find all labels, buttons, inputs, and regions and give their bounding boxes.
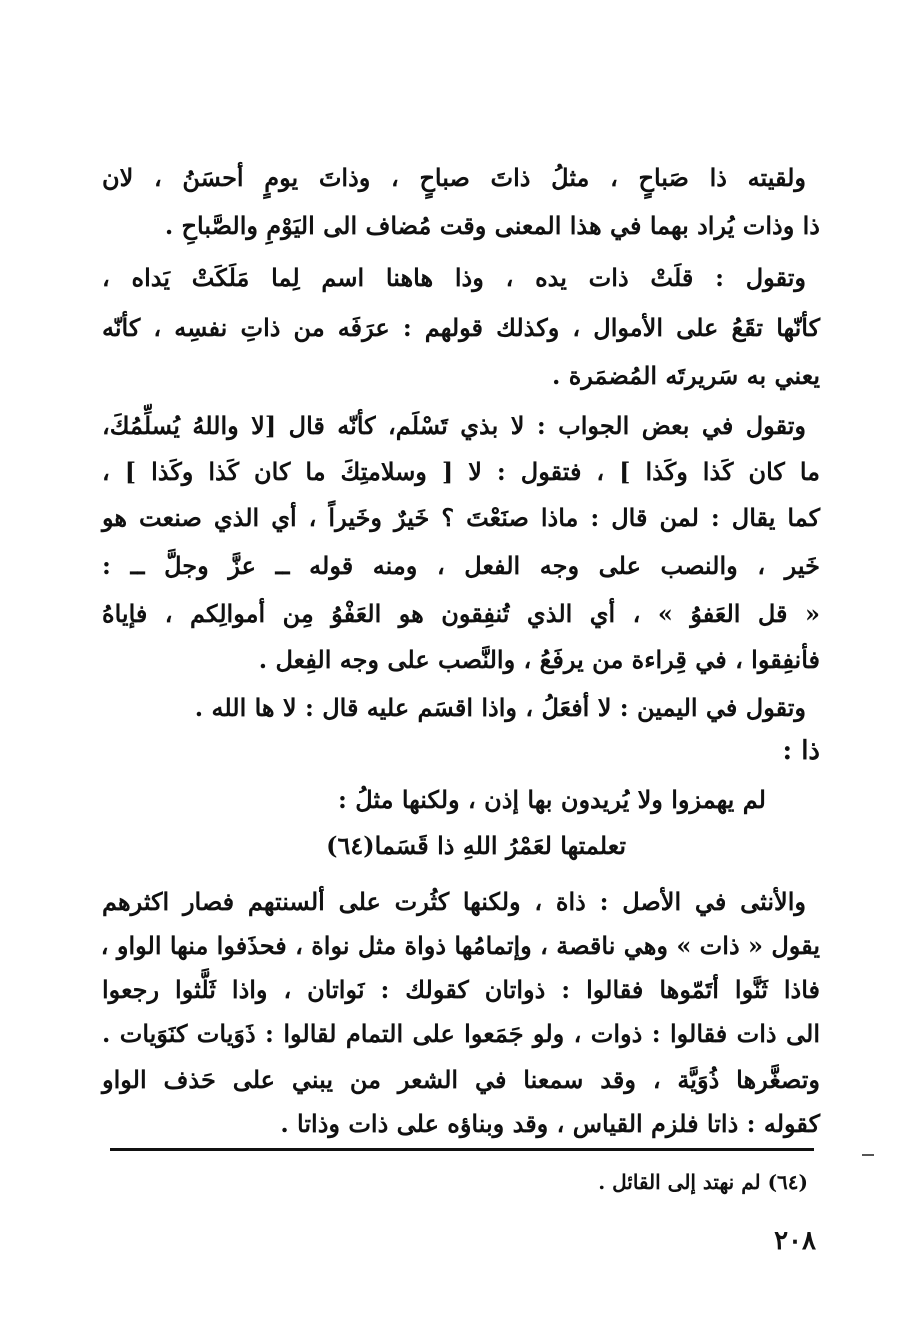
text-line: ذا وذات يُراد بهما في هذا المعنى وقت مُضاف الى اليَوْمِ والصَّباحِ .	[164, 211, 820, 240]
text-line: فأنفِقوا ، في قِراءة من يرفَعُ ، والنَّصب على وجه الفِعل .	[258, 645, 820, 674]
text-line: كما يقال : لمن قال : ماذا صنَعْتَ ؟ خَيرٌ وخَيراً ، أي الذي صنعت هو	[102, 503, 820, 532]
text-line: « قل العَفوُ » ، أي الذي تُنفِقون هو العَفْوُ مِن أموالِكم ، فإياهُ	[102, 599, 820, 628]
text-line: كقوله : ذاتا فلزم القياس ، وقد وبناؤه على ذات وذاتا .	[280, 1109, 820, 1138]
text-line: فاذا ثَنَّوا أتَمّوها فقالوا : ذواتان كقولك : نَواتان ، واذا ثَلَّثوا رجعوا	[102, 975, 820, 1004]
text-line: ما كان كَذا وكَذا ] ، فتقول : لا [ وسلامتِكَ ما كان كَذا وكَذا ] ،	[102, 457, 820, 486]
text-line: يقول « ذات » وهي ناقصة ، وإتمامُها ذواة مثل نواة ، فحذَفوا منها الواو ،	[100, 931, 820, 960]
verse-line: لم يهمزوا ولا يُريدون بها إذن ، ولكنها مثلُ :	[338, 785, 766, 814]
text-line: وتقول في اليمين : لا أفعَلُ ، واذا اقسَم عليه قال : لا ها الله .	[194, 693, 806, 722]
text-line: والأنثى في الأصل : ذاة ، ولكنها كثُرت على ألسنتهم فصار اكثرهم	[102, 887, 806, 916]
text-line: وتصغَّرها ذُوَيَّة ، وقد سمعنا في الشعر من يبني على حَذف الواو	[102, 1065, 820, 1094]
text-line: خَير ، والنصب على وجه الفعل ، ومنه قوله ــ عزَّ وجلَّ ــ :	[102, 551, 820, 580]
text-line: وتقول : قلَتْ ذات يده ، وذا هاهنا اسم لِما مَلَكَتْ يَداه ،	[102, 263, 806, 292]
text-line: كأنّها تقَعُ على الأموال ، وكذلك قولهم : عرَفَه من ذاتِ نفسِه ، كأنّه	[102, 313, 820, 342]
text-line: ولقيته ذا صَباحٍ ، مثلُ ذاتَ صباحٍ ، وذاتَ يومٍ أحسَنُ ، لان	[102, 163, 806, 192]
text-line: وتقول في بعض الجواب : لا بذي تَسْلَم، كأنّه قال [لا واللهُ يُسلِّمُكَ،	[102, 411, 806, 440]
scan-speck	[862, 1154, 874, 1156]
text-line: الى ذات فقالوا : ذوات ، ولو جَمَعوا على التمام لقالوا : ذَوَيات كنَوَيات .	[102, 1019, 820, 1048]
section-heading: ذا :	[782, 736, 820, 766]
verse-line: تعلمتها لعَمْرُ اللهِ ذا قَسَما(٦٤)	[326, 831, 626, 860]
text-line: يعني به سَريرتَه المُضمَرة .	[551, 361, 820, 390]
footnote-separator	[110, 1148, 814, 1151]
page-number: ٢٠٨	[774, 1226, 816, 1256]
footnote: (٦٤) لم نهتد إلى القائل .	[598, 1170, 808, 1194]
